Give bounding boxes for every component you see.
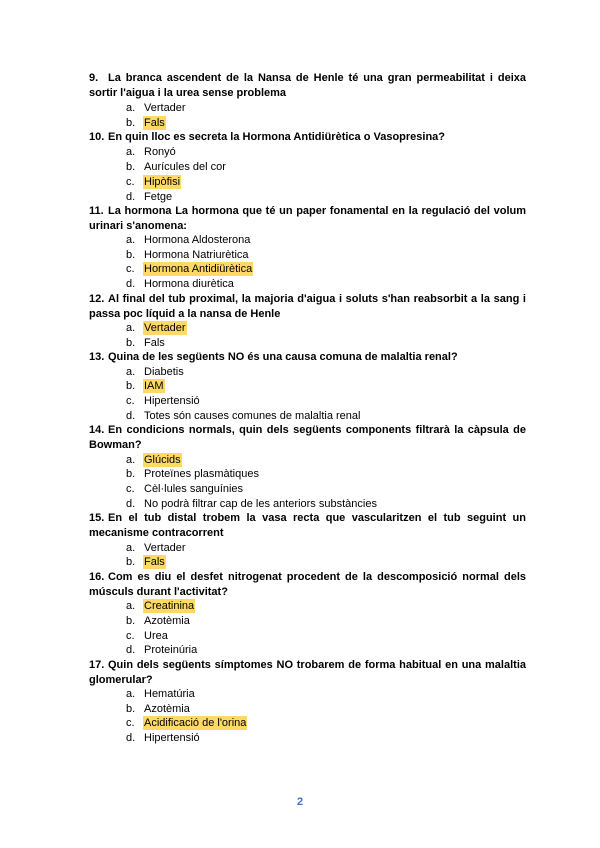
answer-option — [126, 248, 250, 262]
question-text: La hormona La hormona que té un paper fonamental en la regulació del volum urinari s'anomena: — [89, 205, 526, 232]
answer-option-highlighted — [126, 175, 181, 189]
question-text: La branca ascendent de la Nansa de Henle té una gran permeabilitat i deixa sortir l'aigua i la urea sense problema — [89, 72, 526, 99]
question — [89, 423, 526, 452]
option-text: Aurícules del cor — [144, 161, 226, 173]
option-text: Hipertensió — [144, 732, 200, 744]
question-number: 17. — [89, 659, 105, 671]
option-letter: d. — [126, 191, 136, 203]
option-letter: b. — [126, 161, 136, 173]
option-text: Creatinina — [144, 600, 195, 612]
answer-option — [126, 160, 227, 174]
answer-option-highlighted — [126, 379, 165, 393]
option-text: Urea — [144, 630, 168, 642]
question-number: 12. — [89, 293, 105, 305]
option-text: Fals — [144, 337, 165, 349]
answer-option — [126, 687, 196, 701]
option-text: Vertader — [144, 542, 186, 554]
option-text: No podrà filtrar cap de les anteriors substàncies — [144, 498, 377, 510]
question — [89, 292, 526, 321]
option-letter: a. — [126, 366, 136, 378]
answer-option — [126, 497, 378, 511]
option-letter: b. — [126, 703, 136, 715]
answer-option-highlighted — [126, 716, 247, 730]
option-letter: a. — [126, 600, 136, 612]
question-number: 16. — [89, 571, 105, 583]
option-text: Diabetis — [144, 366, 184, 378]
answer-option — [126, 190, 173, 204]
question-text: En quin lloc es secreta la Hormona Antidiürètica o Vasopresina? — [108, 131, 446, 143]
answer-option-highlighted — [126, 116, 166, 130]
question-number: 9. — [89, 72, 99, 84]
question-number: 10. — [89, 131, 105, 143]
option-text: Totes són causes comunes de malaltia renal — [144, 410, 361, 422]
answer-option — [126, 277, 235, 291]
answer-option — [126, 145, 177, 159]
answer-option-highlighted — [126, 453, 182, 467]
option-letter: a. — [126, 234, 136, 246]
question — [89, 350, 526, 365]
option-letter: a. — [126, 322, 136, 334]
question-text: Com es diu el desfet nitrogenat procedent de la descomposició normal dels músculs durant l'activitat? — [89, 571, 526, 598]
question — [89, 204, 526, 233]
option-letter: b. — [126, 117, 136, 129]
option-letter: b. — [126, 615, 136, 627]
answer-option — [126, 233, 251, 247]
option-text: Vertader — [144, 102, 186, 114]
option-letter: d. — [126, 644, 136, 656]
option-letter: a. — [126, 146, 136, 158]
question — [89, 71, 526, 100]
option-letter: c. — [126, 483, 135, 495]
option-text: Hormona Natriurètica — [144, 249, 249, 261]
option-text: Fetge — [144, 191, 173, 203]
option-text: Hipòfisi — [144, 176, 181, 188]
option-letter: d. — [126, 278, 136, 290]
option-letter: c. — [126, 630, 135, 642]
answer-option — [126, 409, 361, 423]
answer-option-highlighted — [126, 555, 166, 569]
option-text: Acidificació de l'orina — [144, 717, 247, 729]
option-text: IAM — [144, 380, 164, 392]
answer-option — [126, 541, 187, 555]
answer-option — [126, 702, 191, 716]
option-text: Glúcids — [144, 454, 181, 466]
question-number: 13. — [89, 351, 105, 363]
option-letter: b. — [126, 380, 136, 392]
option-letter: d. — [126, 498, 136, 510]
answer-option — [126, 336, 166, 350]
option-letter: c. — [126, 176, 135, 188]
answer-option — [126, 643, 198, 657]
answer-option-highlighted — [126, 262, 253, 276]
option-text: Hormona Antidiürètica — [144, 263, 253, 275]
question-text: Al final del tub proximal, la majoria d'aigua i soluts s'han reabsorbit a la sang i passa poc líquid a la nansa de Henle — [89, 293, 526, 320]
question — [89, 570, 526, 599]
option-text: Fals — [144, 117, 165, 129]
option-text: Fals — [144, 556, 165, 568]
answer-option — [126, 394, 201, 408]
option-text: Hormona Aldosterona — [144, 234, 251, 246]
option-letter: b. — [126, 337, 136, 349]
option-text: Hematúria — [144, 688, 195, 700]
option-letter: a. — [126, 688, 136, 700]
question-text: Quin dels següents símptomes NO trobarem de forma habitual en una malaltia glomerular? — [89, 659, 526, 686]
answer-option-highlighted — [126, 321, 187, 335]
option-text: Azotèmia — [144, 615, 190, 627]
answer-option — [126, 365, 185, 379]
option-letter: b. — [126, 468, 136, 480]
option-letter: c. — [126, 263, 135, 275]
option-letter: c. — [126, 717, 135, 729]
option-letter: d. — [126, 410, 136, 422]
answer-option-highlighted — [126, 599, 195, 613]
option-text: Proteïnes plasmàtiques — [144, 468, 259, 480]
option-letter: d. — [126, 732, 136, 744]
option-text: Vertader — [144, 322, 186, 334]
option-text: Azotèmia — [144, 703, 190, 715]
question-text: En condicions normals, quin dels següents components filtrarà la càpsula de Bowman? — [89, 424, 526, 451]
option-letter: b. — [126, 249, 136, 261]
option-letter: a. — [126, 542, 136, 554]
option-letter: c. — [126, 395, 135, 407]
option-letter: a. — [126, 454, 136, 466]
question-number: 15. — [89, 512, 105, 524]
option-text: Cèl·lules sanguínies — [144, 483, 244, 495]
option-text: Ronyó — [144, 146, 176, 158]
option-letter: b. — [126, 556, 136, 568]
question-text: Quina de les següents NO és una causa comuna de malaltia renal? — [108, 351, 458, 363]
question-text: En el tub distal trobem la vasa recta que vascularitzen el tub seguint un mecanisme contracorrent — [89, 512, 526, 539]
answer-option — [126, 467, 260, 481]
question-number: 14. — [89, 424, 105, 436]
option-text: Proteinúria — [144, 644, 198, 656]
answer-option — [126, 614, 191, 628]
question — [89, 658, 526, 687]
answer-option — [126, 482, 244, 496]
question — [89, 511, 526, 540]
option-text: Hormona diurètica — [144, 278, 234, 290]
question — [89, 130, 526, 145]
answer-option — [126, 629, 169, 643]
option-text: Hipertensió — [144, 395, 200, 407]
page-number: 2 — [296, 796, 304, 808]
answer-option — [126, 101, 187, 115]
question-number: 11. — [89, 205, 104, 217]
option-letter: a. — [126, 102, 136, 114]
answer-option — [126, 731, 201, 745]
